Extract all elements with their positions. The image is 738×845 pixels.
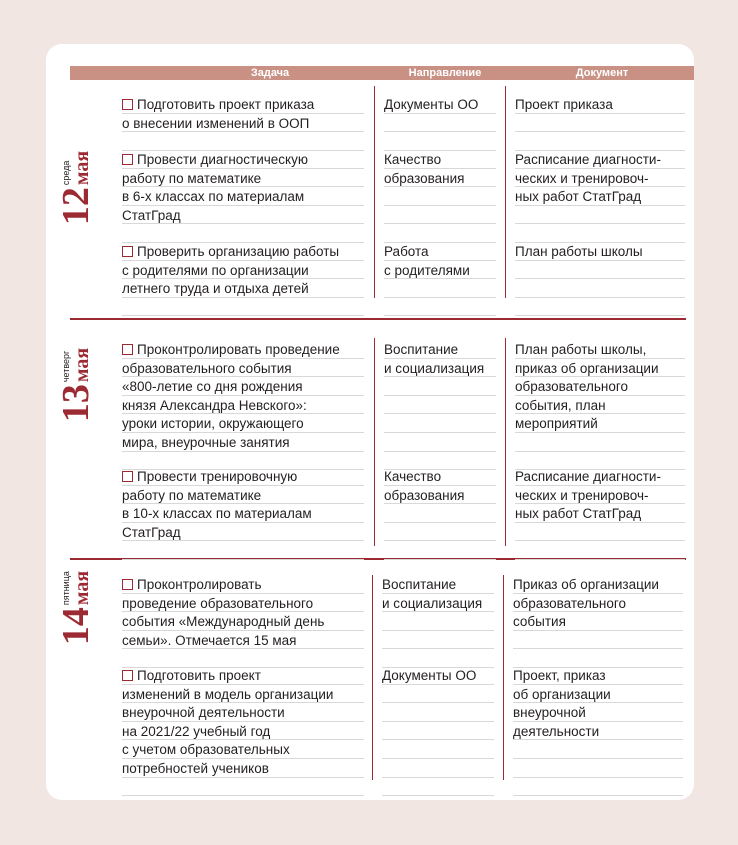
direction-text: и социализация <box>382 595 483 611</box>
ruled-line <box>515 433 685 452</box>
ruled-line <box>122 612 364 631</box>
month: мая <box>70 570 93 606</box>
ruled-line <box>122 132 364 151</box>
ruled-line <box>515 95 685 114</box>
direction-text: Качество <box>384 469 442 484</box>
document-cell <box>515 95 685 151</box>
ruled-line <box>515 377 685 396</box>
ruled-line <box>384 504 496 523</box>
document-cell <box>515 150 685 243</box>
column-divider <box>374 86 375 298</box>
ruled-line <box>515 150 685 169</box>
ruled-line <box>122 340 364 359</box>
task-cell <box>122 150 364 243</box>
date-block <box>46 88 106 288</box>
ruled-line <box>382 685 494 704</box>
ruled-line <box>382 612 494 631</box>
direction-cell <box>384 95 496 151</box>
document-text: внеурочной <box>513 705 586 721</box>
ruled-line <box>122 261 364 280</box>
direction-text: Документы ОО <box>382 668 477 683</box>
task-text: потребностей учеников <box>122 760 269 776</box>
ruled-line <box>122 504 364 523</box>
ruled-line <box>382 575 494 594</box>
ruled-line <box>384 150 496 169</box>
ruled-line <box>515 486 685 505</box>
document-text: Расписание диагности- <box>515 469 661 484</box>
document-text: ных работ СтатГрад <box>515 189 642 205</box>
ruled-line <box>122 359 364 378</box>
ruled-line <box>122 114 364 133</box>
ruled-line <box>384 486 496 505</box>
task-text: образовательного события <box>122 360 292 376</box>
day-number: 14 <box>55 607 97 646</box>
ruled-line <box>384 261 496 280</box>
date-block <box>46 330 106 440</box>
ruled-line <box>122 206 364 225</box>
ruled-line <box>515 414 685 433</box>
ruled-line <box>122 575 364 594</box>
task-text: князя Александра Невского»: <box>122 397 307 413</box>
ruled-line <box>515 396 685 415</box>
direction-text: Воспитание <box>384 342 459 357</box>
task-cell <box>122 242 364 316</box>
task-checkbox[interactable] <box>122 154 133 165</box>
ruled-line <box>384 114 496 133</box>
task-text: Проконтролировать проведение <box>137 342 340 357</box>
ruled-line <box>122 150 364 169</box>
ruled-line <box>515 132 685 151</box>
document-text: Проект, приказ <box>513 668 606 683</box>
ruled-line <box>384 523 496 542</box>
ruled-line <box>384 224 496 243</box>
day-number: 13 <box>55 384 97 423</box>
ruled-line <box>513 740 683 759</box>
direction-text: Воспитание <box>382 577 457 592</box>
ruled-line <box>513 685 683 704</box>
ruled-line <box>122 740 364 759</box>
month: мая <box>70 347 93 383</box>
ruled-line <box>122 242 364 261</box>
column-divider <box>505 338 506 546</box>
ruled-line <box>122 759 364 778</box>
weekday: четверг <box>60 350 71 383</box>
document-text: образовательного <box>515 379 628 395</box>
date-rotated <box>57 151 95 225</box>
ruled-line <box>513 594 683 613</box>
ruled-line <box>384 414 496 433</box>
task-checkbox[interactable] <box>122 246 133 257</box>
ruled-line <box>513 759 683 778</box>
column-divider <box>503 575 504 780</box>
task-text: СтатГрад <box>122 207 181 223</box>
ruled-line <box>122 703 364 722</box>
direction-cell <box>384 242 496 316</box>
ruled-line <box>384 433 496 452</box>
ruled-line <box>382 740 494 759</box>
direction-text: Работа <box>384 244 429 259</box>
ruled-line <box>122 433 364 452</box>
direction-text: Качество <box>384 152 442 167</box>
ruled-line <box>384 132 496 151</box>
ruled-line <box>384 242 496 261</box>
document-text: деятельности <box>513 723 600 739</box>
ruled-line <box>513 778 683 797</box>
direction-text: с родителями <box>384 262 470 278</box>
task-text: работу по математике <box>122 487 262 503</box>
task-checkbox[interactable] <box>122 99 133 110</box>
ruled-line <box>122 631 364 650</box>
document-text: Приказ об организации <box>513 577 659 592</box>
document-cell <box>513 575 683 668</box>
task-text: летнего труда и отдыха детей <box>122 281 309 297</box>
ruled-line <box>122 486 364 505</box>
weekday-month <box>61 348 92 382</box>
ruled-line <box>513 612 683 631</box>
ruled-line <box>122 467 364 486</box>
ruled-line <box>515 298 685 317</box>
document-text: План работы школы <box>515 244 643 259</box>
ruled-line <box>122 722 364 741</box>
task-text: СтатГрад <box>122 524 181 540</box>
ruled-line <box>515 359 685 378</box>
ruled-line <box>515 541 685 560</box>
document-text: ных работ СтатГрад <box>515 506 642 522</box>
ruled-line <box>382 778 494 797</box>
document-cell <box>515 242 685 316</box>
task-text: Подготовить проект <box>137 668 261 683</box>
document-text: события, план <box>515 397 606 413</box>
task-cell <box>122 575 364 668</box>
ruled-line <box>515 187 685 206</box>
ruled-line <box>122 541 364 560</box>
task-text: «800-летие со дня рождения <box>122 379 303 395</box>
direction-text: Документы ОО <box>384 97 479 112</box>
task-checkbox[interactable] <box>122 670 133 681</box>
task-text: Проверить организацию работы <box>137 244 340 259</box>
date-rotated <box>57 348 95 422</box>
ruled-line <box>384 187 496 206</box>
document-text: ческих и тренировоч- <box>515 170 649 186</box>
weekday: пятница <box>60 571 71 606</box>
task-text: с родителями по организации <box>122 262 309 278</box>
task-cell <box>122 467 364 560</box>
task-text: Провести диагностическую <box>137 152 308 167</box>
ruled-line <box>122 685 364 704</box>
task-text: в 6-х классах по материалам <box>122 189 305 205</box>
document-cell <box>515 340 685 470</box>
task-text: внеурочной деятельности <box>122 705 285 721</box>
ruled-line <box>382 666 494 685</box>
ruled-line <box>513 722 683 741</box>
ruled-line <box>384 206 496 225</box>
ruled-line <box>515 114 685 133</box>
ruled-line <box>515 523 685 542</box>
ruled-line <box>513 703 683 722</box>
day-number: 12 <box>55 187 97 226</box>
ruled-line <box>515 340 685 359</box>
ruled-line <box>122 298 364 317</box>
ruled-line <box>513 666 683 685</box>
ruled-line <box>515 504 685 523</box>
task-text: работу по математике <box>122 170 262 186</box>
direction-cell <box>384 150 496 243</box>
ruled-line <box>384 377 496 396</box>
ruled-line <box>515 279 685 298</box>
task-checkbox[interactable] <box>122 471 133 482</box>
direction-cell <box>382 575 494 668</box>
ruled-line <box>515 242 685 261</box>
ruled-line <box>384 298 496 317</box>
ruled-line <box>122 169 364 188</box>
task-text: изменений в модель организации <box>122 686 334 702</box>
ruled-line <box>384 541 496 560</box>
task-text: о внесении изменений в ООП <box>122 115 310 131</box>
ruled-line <box>122 666 364 685</box>
ruled-line <box>122 224 364 243</box>
ruled-line <box>515 467 685 486</box>
ruled-line <box>384 467 496 486</box>
column-divider <box>374 338 375 546</box>
ruled-line <box>122 377 364 396</box>
direction-cell <box>384 467 496 560</box>
direction-text: и социализация <box>384 360 485 376</box>
document-text: образовательного <box>513 595 626 611</box>
task-text: проведение образовательного <box>122 595 314 611</box>
direction-cell <box>382 666 494 796</box>
ruled-line <box>515 206 685 225</box>
document-text: План работы школы, <box>515 342 647 357</box>
ruled-line <box>515 224 685 243</box>
ruled-line <box>382 759 494 778</box>
ruled-line <box>384 359 496 378</box>
task-text: Проконтролировать <box>137 577 262 592</box>
weekday-month <box>61 151 92 185</box>
task-text: Подготовить проект приказа <box>137 97 315 112</box>
ruled-line <box>515 261 685 280</box>
ruled-line <box>122 594 364 613</box>
document-text: ческих и тренировоч- <box>515 487 649 503</box>
direction-text: образования <box>384 170 465 186</box>
header-document: Документ <box>575 67 629 79</box>
ruled-line <box>384 95 496 114</box>
ruled-line <box>384 340 496 359</box>
ruled-line <box>122 414 364 433</box>
ruled-line <box>384 396 496 415</box>
ruled-line <box>515 169 685 188</box>
ruled-line <box>513 575 683 594</box>
document-text: события <box>513 614 566 630</box>
task-text: уроки истории, окружающего <box>122 416 304 432</box>
ruled-line <box>122 187 364 206</box>
task-checkbox[interactable] <box>122 579 133 590</box>
task-cell <box>122 666 364 796</box>
task-text: на 2021/22 учебный год <box>122 723 271 739</box>
weekday-month <box>61 571 92 605</box>
ruled-line <box>122 523 364 542</box>
ruled-line <box>384 169 496 188</box>
task-text: семьи». Отмечается 15 мая <box>122 632 297 648</box>
task-text: мира, внеурочные занятия <box>122 434 290 450</box>
document-text: Расписание диагности- <box>515 152 661 167</box>
ruled-line <box>513 631 683 650</box>
ruled-line <box>122 279 364 298</box>
column-divider <box>505 86 506 298</box>
ruled-line <box>384 279 496 298</box>
header-direction: Направление <box>408 67 482 79</box>
ruled-line <box>382 722 494 741</box>
task-text: Провести тренировочную <box>137 469 298 484</box>
document-text: об организации <box>513 686 611 702</box>
date-block <box>46 568 106 648</box>
column-divider <box>372 575 373 780</box>
ruled-line <box>122 778 364 797</box>
task-text: события «Международный день <box>122 614 325 630</box>
weekday: среда <box>60 160 71 186</box>
month: мая <box>70 150 93 186</box>
document-text: мероприятий <box>515 416 598 432</box>
date-rotated <box>57 571 95 645</box>
direction-cell <box>384 340 496 470</box>
day-separator <box>70 318 686 320</box>
task-cell <box>122 95 364 151</box>
task-text: с учетом образовательных <box>122 742 290 758</box>
header-task: Задача <box>250 67 290 79</box>
table-header <box>70 66 694 80</box>
task-text: в 10-х классах по материалам <box>122 506 312 522</box>
document-text: Проект приказа <box>515 97 613 112</box>
document-cell <box>515 467 685 560</box>
task-checkbox[interactable] <box>122 344 133 355</box>
ruled-line <box>122 396 364 415</box>
direction-text: образования <box>384 487 465 503</box>
ruled-line <box>122 95 364 114</box>
ruled-line <box>382 703 494 722</box>
document-cell <box>513 666 683 796</box>
ruled-line <box>382 594 494 613</box>
document-text: приказ об организации <box>515 360 659 376</box>
ruled-line <box>382 631 494 650</box>
task-cell <box>122 340 364 470</box>
